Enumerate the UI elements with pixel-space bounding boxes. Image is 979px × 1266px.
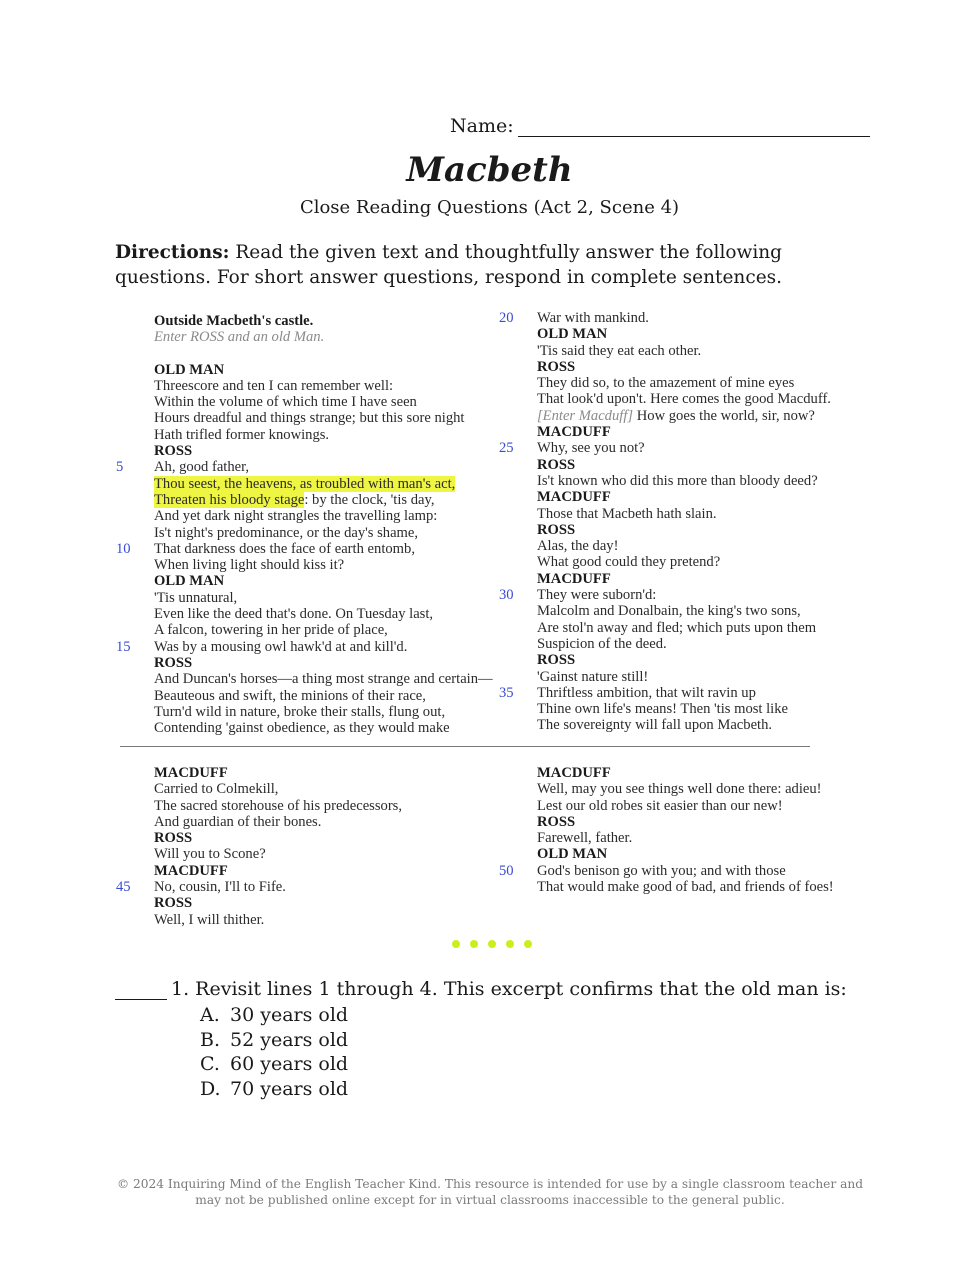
verse-line — [499, 587, 831, 604]
verse-text: Threescore and ten I can remember well: — [154, 377, 394, 394]
speaker-label: MACDUFF — [154, 765, 228, 781]
speaker-name — [537, 571, 831, 587]
verse-line — [499, 440, 831, 457]
option-d[interactable] — [200, 1077, 348, 1102]
speaker-label: ROSS — [154, 654, 193, 671]
speaker-label: OLD MAN — [154, 573, 225, 590]
scene-heading — [154, 313, 493, 329]
verse-line — [116, 638, 493, 655]
speaker-label: MACDUFF — [537, 765, 611, 781]
verse-text: Thriftless ambition, that wilt ravin up — [537, 684, 756, 701]
line-number: 35 — [499, 684, 514, 701]
passage-1-right-column — [499, 310, 831, 734]
verse-line — [154, 427, 493, 443]
verse-line — [537, 538, 831, 554]
verse-text: Alas, the day! — [537, 538, 619, 555]
verse-line — [154, 912, 402, 928]
speaker-name — [537, 424, 831, 440]
verse-text: : by the clock, 'tis day, — [304, 491, 435, 508]
scene-heading-text: Outside Macbeth's castle. — [154, 313, 314, 329]
verse-line — [154, 846, 402, 862]
verse-line — [537, 781, 834, 797]
name-field[interactable] — [450, 115, 870, 137]
verse-line — [154, 557, 493, 573]
verse-line — [154, 508, 493, 524]
option-letter: A. — [200, 1004, 220, 1026]
verse-line — [116, 540, 493, 557]
highlighted-text: Threaten his bloody stage — [154, 491, 305, 508]
verse-text: Those that Macbeth hath slain. — [537, 505, 717, 522]
verse-text: Even like the deed that's done. On Tuesday last, — [154, 606, 434, 623]
separator-dot — [524, 940, 532, 948]
separator-dot — [452, 940, 460, 948]
stage-direction-text: Enter ROSS and an old Man. — [154, 329, 325, 346]
stage-direction-inline: [Enter Macduff] — [537, 407, 634, 424]
verse-text: Is't night's predominance, or the day's shame, — [154, 524, 419, 541]
separator-dot — [470, 940, 478, 948]
question-1-text: 1. Revisit lines 1 through 4. This excerpt confirms that the old man is: — [171, 978, 847, 1000]
speaker-name — [537, 846, 834, 862]
speaker-label: OLD MAN — [154, 361, 225, 378]
verse-text: Well, may you see things well done there: adieu! — [537, 781, 822, 798]
speaker-name — [537, 814, 834, 830]
verse-text: The sacred storehouse of his predecessors, — [154, 797, 403, 814]
verse-text: War with mankind. — [537, 310, 649, 326]
option-c[interactable] — [200, 1052, 348, 1077]
verse-text: They did so, to the amazement of mine eyes — [537, 375, 795, 392]
verse-text: And yet dark night strangles the travelling lamp: — [154, 508, 438, 525]
verse-line — [154, 492, 493, 508]
verse-line — [154, 688, 493, 704]
option-letter: B. — [200, 1028, 221, 1051]
answer-blank[interactable] — [115, 982, 167, 1000]
speaker-label: ROSS — [537, 521, 576, 538]
verse-line — [154, 814, 402, 830]
verse-text: Within the volume of which time I have seen — [154, 394, 417, 411]
passage-2-left-column — [116, 765, 403, 928]
verse-line — [537, 620, 831, 636]
verse-text: Farewell, father. — [537, 830, 633, 847]
name-label: Name: — [450, 115, 514, 137]
line-number: 30 — [499, 587, 514, 604]
verse-text: Turn'd wild in nature, broke their stalls, flung out, — [154, 703, 446, 720]
verse-line — [537, 830, 834, 846]
option-text: 30 years old — [230, 1004, 349, 1026]
verse-text: Well, I will thither. — [154, 911, 265, 928]
speaker-name — [537, 359, 831, 375]
verse-text: Ah, good father, — [154, 459, 250, 476]
verse-text: No, cousin, I'll to Fife. — [154, 879, 286, 896]
verse-text: Beauteous and swift, the minions of their race, — [154, 687, 426, 704]
verse-text: That would make good of bad, and friends of foes! — [537, 879, 834, 896]
verse-line — [537, 701, 831, 717]
passage-1-left-column — [116, 313, 493, 737]
line-number: 10 — [116, 540, 131, 557]
verse-line — [154, 606, 493, 622]
speaker-name — [154, 765, 402, 781]
verse-text: 'Gainst nature still! — [537, 668, 649, 685]
verse-line — [537, 603, 831, 619]
option-letter: D. — [200, 1077, 221, 1100]
verse-line — [154, 704, 493, 720]
speaker-label: MACDUFF — [537, 424, 611, 441]
verse-text: Are stol'n away and fled; which puts upon them — [537, 619, 817, 636]
verse-line — [537, 408, 831, 424]
speaker-label: ROSS — [154, 443, 193, 460]
speaker-label: MACDUFF — [154, 862, 228, 879]
speaker-name — [154, 443, 493, 459]
highlighted-text: Thou seest, the heavens, as troubled with man's act, — [154, 475, 456, 492]
passage-divider — [120, 746, 810, 747]
verse-text: Thine own life's means! Then 'tis most like — [537, 701, 789, 718]
verse-line — [537, 798, 834, 814]
verse-text: Is't known who did this more than bloody deed? — [537, 472, 818, 489]
section-separator-dots — [452, 940, 532, 948]
verse-text: They were suborn'd: — [537, 587, 657, 604]
verse-line — [154, 798, 402, 814]
verse-text: That look'd upon't. Here comes the good Macduff. — [537, 391, 831, 408]
speaker-label: OLD MAN — [537, 846, 608, 863]
line-number: 20 — [499, 310, 514, 326]
directions-text: Read the given text and thoughtfully answer the following questions. For short answer questions, respond in complete sentences. — [115, 242, 783, 288]
verse-text: Malcolm and Donalbain, the king's two sons, — [537, 603, 801, 620]
verse-text: The sovereignty will fall upon Macbeth. — [537, 717, 773, 734]
verse-text: 'Tis said they eat each other. — [537, 342, 702, 359]
verse-line — [154, 781, 402, 797]
speaker-name — [154, 895, 402, 911]
speaker-label: ROSS — [154, 895, 193, 912]
verse-line — [537, 879, 834, 895]
page-title: Macbeth — [406, 150, 573, 190]
verse-line — [154, 476, 493, 492]
line-number: 25 — [499, 440, 514, 457]
speaker-name — [154, 655, 493, 671]
verse-line — [537, 669, 831, 685]
speaker-name — [154, 573, 493, 589]
question-1-options — [200, 1003, 348, 1101]
verse-text: That darkness does the face of earth entomb, — [154, 540, 415, 557]
verse-line — [537, 391, 831, 407]
verse-line — [154, 394, 493, 410]
verse-line — [154, 525, 493, 541]
option-text: 52 years old — [230, 1028, 349, 1051]
verse-line — [154, 720, 493, 736]
verse-line — [537, 506, 831, 522]
speaker-name — [537, 457, 831, 473]
verse-text: Lest our old robes sit easier than our new! — [537, 797, 783, 814]
verse-text: And Duncan's horses—a thing most strange and certain— — [154, 671, 493, 688]
directions-label: Directions: — [115, 242, 230, 263]
verse-line — [116, 879, 402, 896]
directions — [115, 240, 855, 290]
verse-line — [537, 717, 831, 733]
speaker-name — [537, 652, 831, 668]
verse-text: 'Tis unnatural, — [154, 589, 238, 606]
speaker-label: ROSS — [537, 652, 576, 669]
verse-text: God's benison go with you; and with those — [537, 862, 786, 879]
verse-line — [537, 375, 831, 391]
verse-line — [537, 554, 831, 570]
speaker-label: MACDUFF — [537, 489, 611, 506]
line-number: 45 — [116, 879, 131, 896]
verse-line — [537, 473, 831, 489]
verse-text: When living light should kiss it? — [154, 557, 345, 574]
speaker-label: OLD MAN — [537, 326, 608, 343]
separator-dot — [506, 940, 514, 948]
passage-2-right-column — [499, 765, 834, 896]
option-b[interactable] — [200, 1028, 348, 1053]
verse-line — [154, 671, 493, 687]
verse-text: How goes the world, sir, now? — [633, 407, 815, 424]
verse-line — [499, 862, 834, 879]
verse-line — [154, 378, 493, 394]
page-subtitle: Close Reading Questions (Act 2, Scene 4) — [299, 197, 680, 218]
line-number: 5 — [116, 459, 124, 476]
verse-text: Hours dreadful and things strange; but this sore night — [154, 410, 465, 427]
name-blank[interactable] — [518, 117, 870, 137]
speaker-label: ROSS — [154, 830, 193, 847]
verse-text: Was by a mousing owl hawk'd at and kill'd. — [154, 638, 408, 655]
stage-direction — [154, 329, 493, 345]
verse-line — [499, 684, 831, 701]
verse-line — [537, 343, 831, 359]
verse-line — [154, 622, 493, 638]
verse-text: And guardian of their bones. — [154, 813, 322, 830]
line-number: 15 — [116, 638, 131, 655]
spacer — [154, 346, 493, 362]
copyright-footer: © 2024 Inquiring Mind of the English Teacher Kind. This resource is intended for use by a single classroom teacher and may not be published online except for in virtual classrooms inaccessible to the general public. — [116, 1177, 864, 1207]
line-number: 50 — [499, 862, 514, 879]
verse-text: What good could they pretend? — [537, 554, 721, 571]
speaker-label: MACDUFF — [537, 570, 611, 587]
verse-line — [154, 590, 493, 606]
option-a[interactable] — [200, 1003, 348, 1028]
option-letter: C. — [200, 1053, 220, 1075]
verse-line — [537, 636, 831, 652]
option-text: 70 years old — [230, 1077, 349, 1100]
separator-dot — [488, 940, 496, 948]
speaker-name — [154, 830, 402, 846]
speaker-name — [537, 765, 834, 781]
verse-line — [116, 459, 493, 476]
speaker-name — [537, 522, 831, 538]
verse-text: Carried to Colmekill, — [154, 781, 279, 798]
verse-text: A falcon, towering in her pride of place, — [154, 622, 388, 639]
speaker-name — [154, 362, 493, 378]
verse-text: Suspicion of the deed. — [537, 635, 667, 652]
verse-line — [154, 410, 493, 426]
speaker-name — [537, 489, 831, 505]
option-text: 60 years old — [230, 1053, 349, 1075]
speaker-name — [537, 326, 831, 342]
verse-text: Will you to Scone? — [154, 846, 266, 863]
verse-text: Why, see you not? — [537, 440, 645, 457]
verse-line — [499, 310, 831, 326]
speaker-label: ROSS — [537, 358, 576, 375]
verse-text: Hath trifled former knowings. — [154, 426, 330, 443]
question-1 — [115, 978, 847, 1000]
speaker-label: ROSS — [537, 813, 576, 830]
speaker-label: ROSS — [537, 456, 576, 473]
verse-text: Contending 'gainst obedience, as they would make — [154, 720, 450, 737]
speaker-name — [154, 863, 402, 879]
